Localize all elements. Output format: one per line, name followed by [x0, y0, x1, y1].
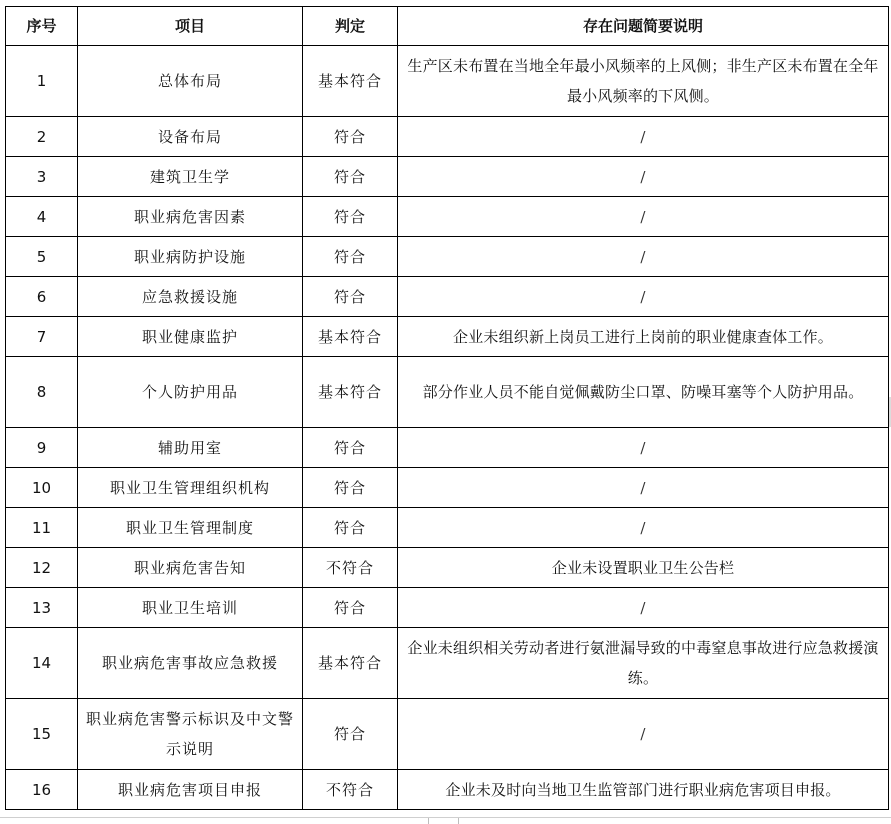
row-item: 职业卫生管理制度 [78, 508, 303, 548]
table-row [6, 357, 889, 428]
row-item: 职业健康监护 [78, 317, 303, 357]
table-row [6, 770, 889, 810]
row-no: 12 [6, 548, 78, 588]
row-judgement: 符合 [303, 468, 398, 508]
header-item: 项目 [78, 7, 303, 46]
row-judgement: 符合 [303, 277, 398, 317]
row-judgement: 符合 [303, 428, 398, 468]
row-item: 建筑卫生学 [78, 157, 303, 197]
row-judgement: 符合 [303, 157, 398, 197]
row-no: 8 [6, 357, 78, 428]
page-bottom-tick-right [458, 818, 459, 824]
table-row [6, 46, 889, 117]
row-description: / [398, 428, 889, 468]
row-description: / [398, 277, 889, 317]
row-description: / [398, 699, 889, 770]
row-description: / [398, 197, 889, 237]
row-no: 2 [6, 117, 78, 157]
row-description: 企业未设置职业卫生公告栏 [398, 548, 889, 588]
table-header [6, 7, 889, 46]
row-item: 应急救援设施 [78, 277, 303, 317]
row-item: 总体布局 [78, 46, 303, 117]
table-row [6, 277, 889, 317]
row-no: 10 [6, 468, 78, 508]
header-no: 序号 [6, 7, 78, 46]
row-description: 企业未及时向当地卫生监管部门进行职业病危害项目申报。 [398, 770, 889, 810]
row-item: 职业病危害项目申报 [78, 770, 303, 810]
row-description: / [398, 237, 889, 277]
row-no: 6 [6, 277, 78, 317]
row-judgement: 不符合 [303, 548, 398, 588]
table-body [6, 46, 889, 810]
page-bottom-divider [0, 817, 891, 818]
row-no: 7 [6, 317, 78, 357]
table-row [6, 117, 889, 157]
row-description: 企业未组织相关劳动者进行氨泄漏导致的中毒窒息事故进行应急救援演练。 [398, 628, 889, 699]
row-item: 职业卫生培训 [78, 588, 303, 628]
row-no: 9 [6, 428, 78, 468]
row-item: 职业病防护设施 [78, 237, 303, 277]
row-judgement: 基本符合 [303, 46, 398, 117]
row-item: 职业卫生管理组织机构 [78, 468, 303, 508]
header-judgement: 判定 [303, 7, 398, 46]
table-row [6, 468, 889, 508]
row-description: 部分作业人员不能自觉佩戴防尘口罩、防噪耳塞等个人防护用品。 [398, 357, 889, 428]
assessment-table [5, 6, 889, 810]
row-judgement: 符合 [303, 588, 398, 628]
row-item: 职业病危害事故应急救援 [78, 628, 303, 699]
row-description: / [398, 508, 889, 548]
row-item: 职业病危害告知 [78, 548, 303, 588]
row-judgement: 基本符合 [303, 628, 398, 699]
row-judgement: 基本符合 [303, 317, 398, 357]
row-judgement: 符合 [303, 508, 398, 548]
table-row [6, 157, 889, 197]
table-row [6, 699, 889, 770]
row-description: / [398, 468, 889, 508]
row-item: 辅助用室 [78, 428, 303, 468]
row-judgement: 不符合 [303, 770, 398, 810]
row-no: 15 [6, 699, 78, 770]
page-bottom-tick-left [428, 818, 429, 824]
header-description: 存在问题简要说明 [398, 7, 889, 46]
table-row [6, 317, 889, 357]
row-judgement: 符合 [303, 237, 398, 277]
row-no: 14 [6, 628, 78, 699]
row-item: 设备布局 [78, 117, 303, 157]
row-no: 5 [6, 237, 78, 277]
row-judgement: 符合 [303, 197, 398, 237]
row-description: 企业未组织新上岗员工进行上岗前的职业健康查体工作。 [398, 317, 889, 357]
table-row [6, 548, 889, 588]
row-description: / [398, 588, 889, 628]
row-description: 生产区未布置在当地全年最小风频率的上风侧；非生产区未布置在全年最小风频率的下风侧。 [398, 46, 889, 117]
row-no: 13 [6, 588, 78, 628]
row-description: / [398, 157, 889, 197]
table-row [6, 628, 889, 699]
row-judgement: 符合 [303, 117, 398, 157]
row-no: 16 [6, 770, 78, 810]
table-row [6, 197, 889, 237]
table-row [6, 428, 889, 468]
row-no: 3 [6, 157, 78, 197]
row-description: / [398, 117, 889, 157]
row-no: 4 [6, 197, 78, 237]
row-no: 1 [6, 46, 78, 117]
row-item: 个人防护用品 [78, 357, 303, 428]
table-row [6, 508, 889, 548]
table-row [6, 588, 889, 628]
row-item: 职业病危害因素 [78, 197, 303, 237]
table-row [6, 237, 889, 277]
row-judgement: 基本符合 [303, 357, 398, 428]
header-row [6, 7, 889, 46]
row-no: 11 [6, 508, 78, 548]
row-item: 职业病危害警示标识及中文警示说明 [78, 699, 303, 770]
row-judgement: 符合 [303, 699, 398, 770]
